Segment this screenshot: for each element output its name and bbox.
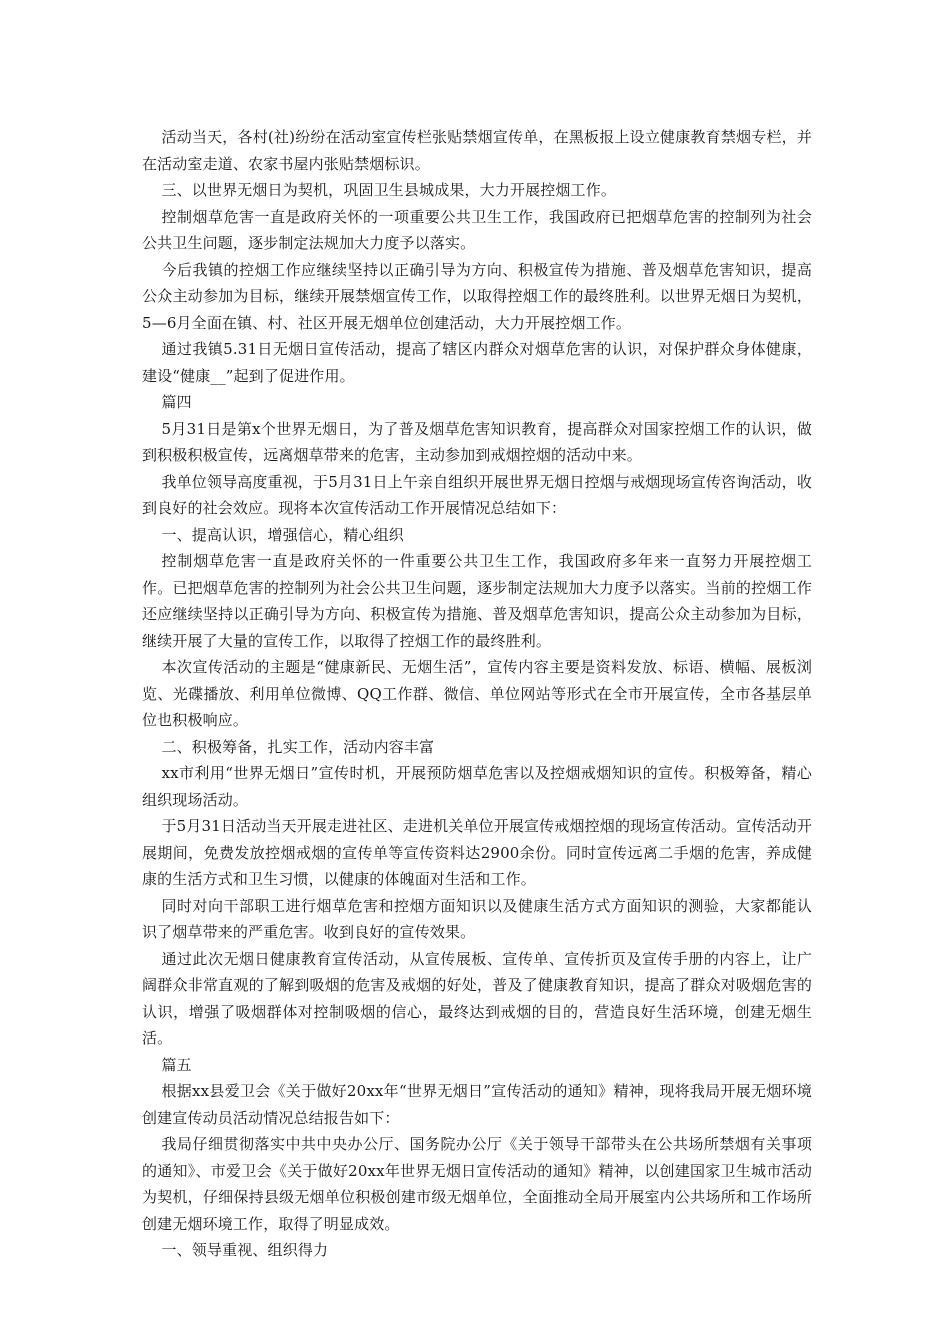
paragraph: 活动当天，各村(社)纷纷在活动室宣传栏张贴禁烟宣传单，在黑板报上设立健康教育禁烟专栏，并在活动室走道、农家书屋内张贴禁烟标识。 (142, 128, 812, 173)
paragraph: xx市利用“世界无烟日”宣传时机，开展预防烟草危害以及控烟戒烟知识的宣传。积极筹备，精心组织现场活动。 (142, 764, 812, 809)
section-heading: 一、提高认识，增强信心，精心组织 (161, 525, 404, 544)
document-body (142, 124, 812, 1264)
paragraph: 我局仔细贯彻落实中共中央办公厅、国务院办公厅《关于领导干部带头在公共场所禁烟有关事项的通知》、市爱卫会《关于做好20xx年世界无烟日宣传活动的通知》精神，以创建国家卫生城市活动为契机，仔细保持县级无烟单位积极创建市级无烟单位，全面推动全局开展室内公共场所和工作场所创建无烟环境工作，取得了明显成效。 (142, 1135, 812, 1233)
paragraph: 于5月31日活动当天开展走进社区、走进机关单位开展宣传戒烟控烟的现场宣传活动。宣传活动开展期间，免费发放控烟戒烟的宣传单等宣传资料达2900余份。同时宣传远离二手烟的危害，养成健康的生活方式和卫生习惯，以健康的体魄面对生活和工作。 (142, 817, 812, 888)
paragraph: 通过我镇5.31日无烟日宣传活动，提高了辖区内群众对烟草危害的认识，对保护群众身体健康，建设“健康__”起到了促进作用。 (142, 340, 812, 385)
paragraph: 同时对向干部职工进行烟草危害和控烟方面知识以及健康生活方式方面知识的测验，大家都能认识了烟草带来的严重危害。收到良好的宣传效果。 (142, 896, 812, 941)
paragraph: 通过此次无烟日健康教育宣传活动，从宣传展板、宣传单、宣传折页及宣传手册的内容上，让广阔群众非常直观的了解到吸烟的危害及戒烟的好处，普及了健康教育知识，提高了群众对吸烟危害的认识，增强了吸烟群体对控制吸烟的信心，最终达到戒烟的目的，营造良好生活环境，创建无烟生活。 (142, 949, 812, 1047)
section-heading: 一、领导重视、组织得力 (161, 1241, 329, 1259)
section-heading: 三、以世界无烟日为契机，巩固卫生县城成果，大力开展控烟工作。 (161, 181, 617, 199)
paragraph: 根据xx县爱卫会《关于做好20xx年“世界无烟日”宣传活动的通知》精神，现将我局开展无烟环境创建宣传动员活动情况总结报告如下： (142, 1082, 812, 1127)
paragraph: 控制烟草危害一直是政府关怀的一件重要公共卫生工作，我国政府多年来一直努力开展控烟工作。已把烟草危害的控制列为社会公共卫生问题，逐步制定法规加大力度予以落实。当前的控烟工作还应继续坚持以正确引导为方向、积极宣传为措施、普及烟草危害知识，提高公众主动参加为目标，继续开展了大量的宣传工作，以取得了控烟工作的最终胜利。 (142, 552, 812, 650)
paragraph: 今后我镇的控烟工作应继续坚持以正确引导为方向、积极宣传为措施、普及烟草危害知识，提高公众主动参加为目标，继续开展禁烟宣传工作，以取得控烟工作的最终胜利。以世界无烟日为契机，5—6月全面在镇、村、社区开展无烟单位创建活动，大力开展控烟工作。 (142, 260, 812, 332)
paragraph: 我单位领导高度重视，于5月31日上午亲自组织开展世界无烟日控烟与戒烟现场宣传咨询活动，收到良好的社会效应。现将本次宣传活动工作开展情况总结如下： (142, 472, 812, 517)
paragraph: 本次宣传活动的主题是“健康新民、无烟生活”，宣传内容主要是资料发放、标语、横幅、展板浏览、光碟播放、利用单位微博、QQ工作群、微信、单位网站等形式在全市开展宣传，全市各基层单位也积极响应。 (142, 658, 812, 729)
paragraph: 控制烟草危害一直是政府关怀的一项重要公共卫生工作，我国政府已把烟草危害的控制列为社会公共卫生问题，逐步制定法规加大力度予以落实。 (142, 207, 812, 252)
paragraph: 5月31日是第x个世界无烟日，为了普及烟草危害知识教育，提高群众对国家控烟工作的认识，做到积极积极宣传，远离烟草带来的危害，主动参加到戒烟控烟的活动中来。 (142, 419, 812, 464)
section-heading: 二、积极筹备，扎实工作，活动内容丰富 (161, 737, 435, 756)
chapter-heading: 篇四 (161, 393, 192, 411)
chapter-heading: 篇五 (161, 1055, 192, 1074)
